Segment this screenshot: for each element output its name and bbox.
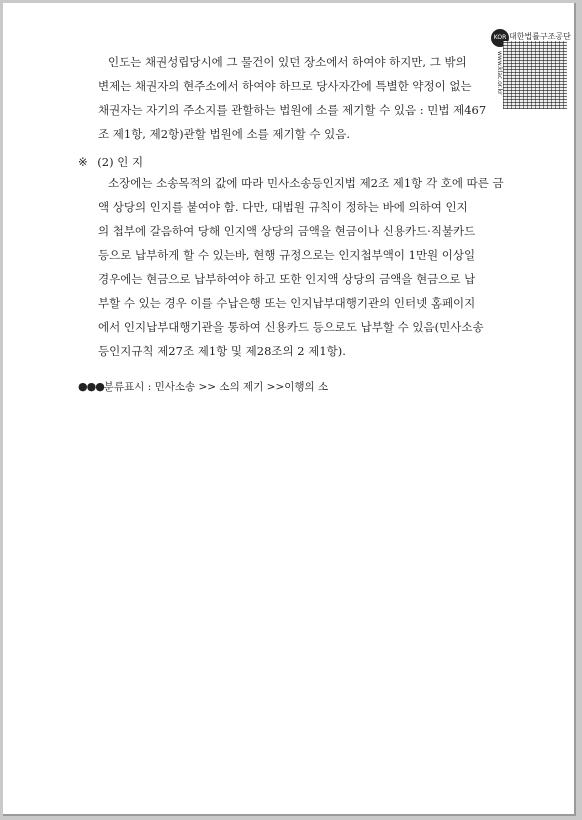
section-marker: ※ bbox=[78, 155, 88, 169]
qr-code-icon bbox=[503, 41, 567, 109]
paragraph2-line: 의 첩부에 갈음하여 당해 인지액 상당의 금액을 현금이나 신용카드·직불카드 bbox=[98, 224, 476, 238]
paragraph2-line: 경우에는 현금으로 납부하여야 하고 또한 인지액 상당의 금액을 현금으로 납 bbox=[98, 272, 476, 286]
bullet-dots: ●●● bbox=[78, 380, 104, 393]
paragraph1-line: 조 제1항, 제2항)관할 법원에 소를 제기할 수 있음. bbox=[98, 127, 350, 141]
paragraph2-line: 소장에는 소송목적의 값에 따라 민사소송등인지법 제2조 제1항 각 호에 따른 금 bbox=[108, 176, 504, 190]
paragraph1-line: 변제는 채권자의 현주소에서 하여야 하므로 당사자간에 특별한 약정이 없는 bbox=[98, 79, 472, 93]
stamp-top-text: 대한법률구조공단 bbox=[509, 32, 571, 41]
paragraph1-line: 인도는 채권성립당시에 그 물건이 있던 장소에서 하여야 하지만, 그 밖의 bbox=[108, 55, 467, 69]
document-page bbox=[3, 3, 576, 816]
paragraph2-line: 등으로 납부하게 할 수 있는바, 현행 규정으로는 인지첩부액이 1만원 이상일 bbox=[98, 248, 476, 262]
classification-label: 분류표시 bbox=[103, 381, 145, 393]
paragraph2-line: 에서 인지납부대행기관을 통하여 신용카드 등으로도 납부할 수 있음(민사소송 bbox=[98, 320, 484, 334]
qr-stamp-image bbox=[489, 29, 573, 121]
section-title: (2) 인 지 bbox=[97, 155, 144, 169]
classification-footer bbox=[78, 380, 328, 394]
stamp-side-text: www.klac.or.kr bbox=[496, 51, 503, 95]
classification-path: : 민사소송 >> 소의 제기 >>이행의 소 bbox=[144, 381, 329, 393]
section-heading bbox=[78, 155, 143, 169]
paragraph2-line: 부할 수 있는 경우 이를 수납은행 또는 인지납부대행기관의 인터넷 홈페이지 bbox=[98, 296, 476, 310]
stamp-badge: KOR bbox=[491, 29, 509, 47]
paragraph1-line: 채권자는 자기의 주소지를 관할하는 법원에 소를 제기할 수 있음 : 민법 제467 bbox=[98, 103, 487, 117]
paragraph2-line: 액 상당의 인지를 붙여야 함. 다만, 대법원 규칙이 정하는 바에 의하여 인지 bbox=[98, 200, 468, 214]
paragraph2-line: 등인지규칙 제27조 제1항 및 제28조의 2 제1항). bbox=[98, 344, 346, 358]
